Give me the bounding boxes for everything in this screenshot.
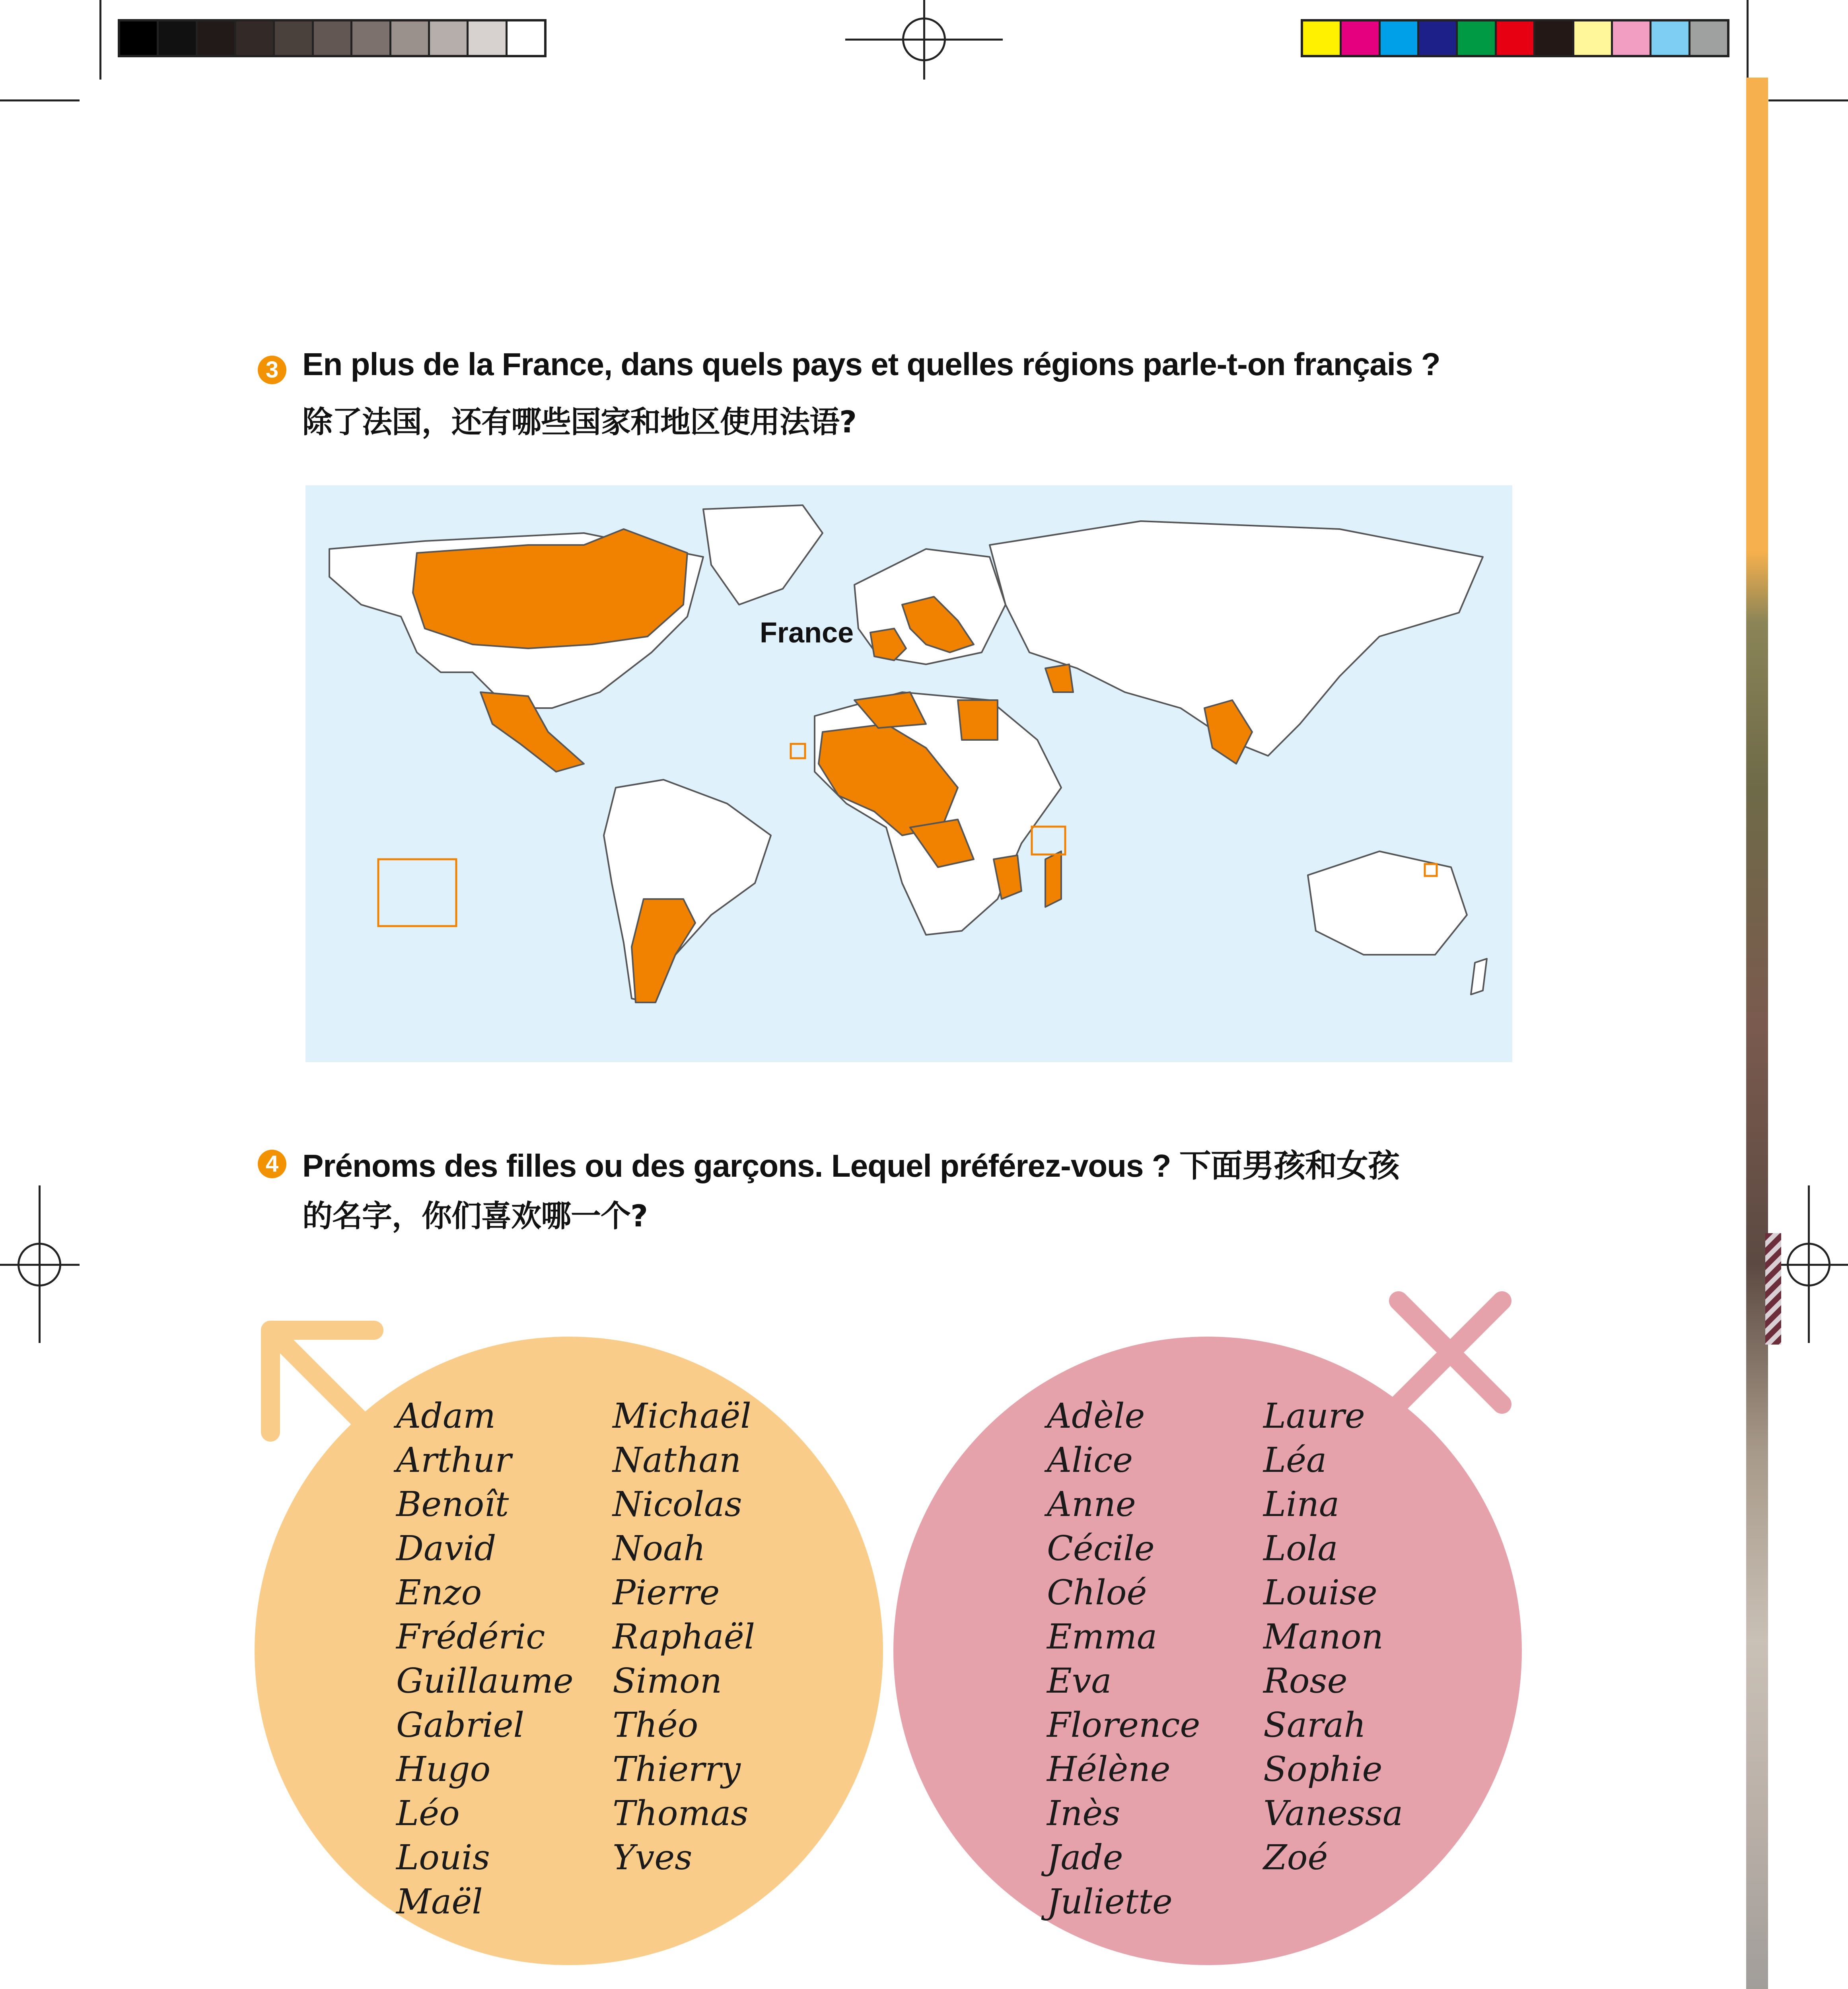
question-4-number: 4 <box>258 1150 286 1178</box>
name-item: Nicolas <box>613 1485 742 1524</box>
color-swatch-9 <box>1613 21 1652 55</box>
color-swatch-10 <box>1652 21 1690 55</box>
color-swatch-8 <box>1574 21 1613 55</box>
color-swatch-2 <box>1342 21 1380 55</box>
australia <box>1308 851 1467 955</box>
world-map-graphic <box>305 485 1512 1062</box>
name-item: Anne <box>1047 1485 1136 1524</box>
name-item: Léa <box>1263 1440 1327 1480</box>
name-item: Juliette <box>1047 1882 1173 1922</box>
question-3-text-cn: 除了法国，还有哪些国家和地区使用法语? <box>302 404 857 440</box>
gray-swatch-7 <box>352 21 391 55</box>
name-item: Hugo <box>396 1750 491 1789</box>
name-item: Florence <box>1047 1705 1200 1745</box>
name-item: Sarah <box>1263 1705 1366 1745</box>
name-item: Zoé <box>1263 1838 1328 1878</box>
girls-names-column-2 <box>1263 1394 1403 1880</box>
color-swatch-4 <box>1419 21 1458 55</box>
color-swatch-7 <box>1535 21 1574 55</box>
name-item: Pierre <box>613 1573 720 1613</box>
name-item: Guillaume <box>396 1661 574 1701</box>
gray-swatch-6 <box>314 21 352 55</box>
name-item: Nathan <box>613 1440 741 1480</box>
gray-swatch-9 <box>430 21 469 55</box>
question-4-text-fr: Prénoms des filles ou des garçons. Lequel préférez-vous ? 下面男孩和女孩 <box>302 1148 1399 1183</box>
color-swatch-1 <box>1303 21 1342 55</box>
boys-names-column-1 <box>396 1394 574 1924</box>
female-symbol-icon <box>893 1289 1530 1989</box>
name-item: Frédéric <box>396 1617 545 1657</box>
france-label: France <box>760 617 854 649</box>
name-item: Enzo <box>396 1573 482 1613</box>
name-item: Sophie <box>1263 1750 1383 1789</box>
name-item: Laure <box>1263 1396 1365 1436</box>
question-3-text-fr: En plus de la France, dans quels pays et quelles régions parle-t-on français ? <box>302 346 1440 382</box>
name-item: Jade <box>1047 1838 1123 1878</box>
gray-calibration-strip <box>118 19 547 57</box>
name-item: Lina <box>1263 1485 1340 1524</box>
name-item: Thomas <box>613 1794 749 1833</box>
name-item: Cécile <box>1047 1529 1155 1569</box>
gray-swatch-10 <box>469 21 507 55</box>
name-item: Raphaël <box>613 1617 755 1657</box>
color-swatch-11 <box>1690 21 1727 55</box>
name-item: Théo <box>613 1705 698 1745</box>
name-item: Adèle <box>1047 1396 1145 1436</box>
name-item: Noah <box>613 1529 706 1569</box>
egypt <box>958 700 998 740</box>
name-item: Hélène <box>1047 1750 1171 1789</box>
name-item: David <box>396 1529 496 1569</box>
gray-swatch-1 <box>120 21 159 55</box>
name-item: Simon <box>613 1661 722 1701</box>
side-photo-detail <box>1765 1233 1781 1345</box>
side-photo-strip <box>1746 78 1768 1989</box>
madagascar <box>1045 851 1061 907</box>
name-item: Inès <box>1047 1794 1120 1833</box>
name-item: Eva <box>1047 1661 1112 1701</box>
world-map <box>305 485 1512 1062</box>
boys-names-column-2 <box>613 1394 755 1880</box>
name-item: Louis <box>396 1838 490 1878</box>
name-item: Lola <box>1263 1529 1338 1569</box>
name-item: Thierry <box>613 1750 741 1789</box>
gray-swatch-5 <box>275 21 313 55</box>
name-item: Emma <box>1047 1617 1157 1657</box>
name-item: Vanessa <box>1263 1794 1403 1833</box>
question-4-text-cn: 的名字，你们喜欢哪一个? <box>302 1198 648 1234</box>
name-item: Yves <box>613 1838 693 1878</box>
name-item: Maël <box>396 1882 483 1922</box>
name-item: Louise <box>1263 1573 1377 1613</box>
gray-swatch-2 <box>159 21 197 55</box>
name-item: Alice <box>1047 1440 1133 1480</box>
name-item: Gabriel <box>396 1705 525 1745</box>
gray-swatch-8 <box>391 21 430 55</box>
color-calibration-strip <box>1301 19 1729 57</box>
gray-swatch-4 <box>236 21 275 55</box>
name-item: Léo <box>396 1794 460 1833</box>
name-item: Michaël <box>613 1396 751 1436</box>
name-item: Chloé <box>1047 1573 1147 1613</box>
color-swatch-5 <box>1458 21 1496 55</box>
color-swatch-3 <box>1381 21 1419 55</box>
name-item: Manon <box>1263 1617 1383 1657</box>
name-item: Arthur <box>396 1440 512 1480</box>
girls-names-column-1 <box>1047 1394 1200 1924</box>
question-3-number: 3 <box>258 356 286 384</box>
gray-swatch-3 <box>198 21 236 55</box>
gray-swatch-11 <box>508 21 544 55</box>
name-item: Rose <box>1263 1661 1348 1701</box>
name-item: Benoît <box>396 1485 509 1524</box>
name-item: Adam <box>396 1396 496 1436</box>
color-swatch-6 <box>1497 21 1535 55</box>
